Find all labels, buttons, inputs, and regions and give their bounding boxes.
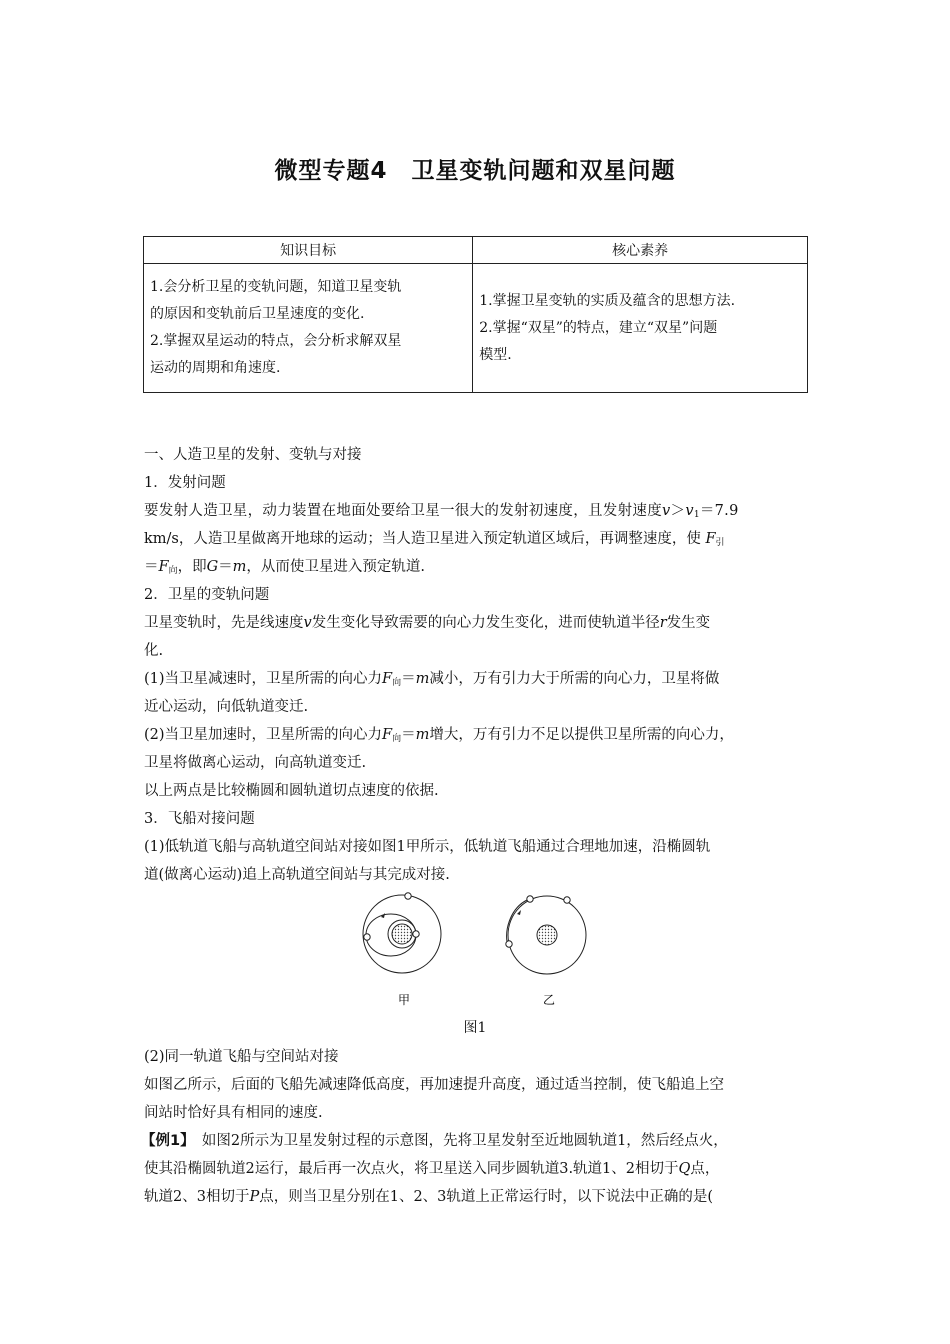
subsection-heading: 2．卫星的变轨问题 (144, 587, 270, 603)
paragraph-line: 要发射人造卫星，动力装置在地面处要给卫星一很大的发射初速度，且发射速度$v>v_1=7.9$ (144, 503, 739, 520)
spacecraft-b-2 (506, 941, 512, 947)
paragraph-line: km/s，人造卫星做离开地球的运动；当人造卫星进入预定轨道区域后，再调整速度，使 $F_引$ (144, 531, 725, 548)
core-literacy-line: 1.掌握卫星变轨的实质及蕴含的思想方法. (479, 292, 736, 309)
header-knowledge-goals: 知识目标 (144, 237, 473, 264)
goals-table (143, 236, 808, 393)
station-a-2 (405, 893, 411, 899)
paragraph-line: 卫星将做离心运动，向高轨道变迁. (144, 755, 367, 771)
spaceship-a (413, 931, 419, 937)
paragraph-line: 化. (144, 643, 164, 659)
core-literacy-cell (473, 264, 808, 393)
paragraph-line: $=F_向$，即G＝m，从而使卫星进入预定轨道. (144, 559, 426, 576)
header-core-literacy: 核心素养 (473, 237, 808, 264)
spacecraft-b (527, 896, 533, 902)
knowledge-goal-line: 1.会分析卫星的变轨问题，知道卫星变轨 (150, 279, 402, 295)
station-a (364, 934, 370, 940)
paragraph-line: (1)当卫星减速时，卫星所需的向心力$F_向=m$减小，万有引力大于所需的向心力，卫星将做 (144, 671, 720, 688)
paragraph-line: 近心运动，向低轨道变迁. (144, 699, 309, 715)
figure-label-b: 乙 (543, 993, 556, 1007)
knowledge-goals-cell (144, 264, 473, 393)
subsection-heading: 3．飞船对接问题 (144, 811, 255, 827)
figure-a-diagram (363, 893, 441, 973)
example-line: 轨道2、3相切于P点，则当卫星分别在1、2、3轨道上正常运行时，以下说法中正确的是( (144, 1189, 714, 1205)
page-title: 微型专题4 卫星变轨问题和双星问题 (274, 158, 676, 184)
figure-b-diagram (506, 896, 586, 974)
knowledge-goal-line: 运动的周期和角速度. (150, 360, 281, 376)
figure-caption: 图1 (463, 1020, 487, 1036)
descent-path-b (507, 900, 527, 942)
arrow-icon (517, 910, 521, 915)
figure-label-a: 甲 (398, 993, 411, 1007)
knowledge-goal-line: 的原因和变轨前后卫星速度的变化. (150, 306, 365, 322)
paragraph-line: 如图乙所示，后面的飞船先减速降低高度，再加速提升高度，通过适当控制，使飞船追上空 (144, 1077, 724, 1093)
paragraph-line: 卫星变轨时，先是线速度v发生变化导致需要的向心力发生变化，进而使轨道半径r发生变 (144, 615, 711, 631)
example-line: 【例1】 如图2所示为卫星发射过程的示意图，先将卫星发射至近地圆轨道1，然后经点火， (141, 1133, 728, 1149)
example-label: 【例1】 (141, 1133, 188, 1149)
paragraph-line: (2)当卫星加速时，卫星所需的向心力$F_向=m$增大，万有引力不足以提供卫星所需的向心力， (144, 727, 734, 744)
core-literacy-line: 模型. (479, 346, 512, 363)
paragraph-line: (2)同一轨道飞船与空间站对接 (144, 1049, 339, 1065)
core-literacy-line: 2.掌握“双星”的特点，建立“双星”问题 (479, 319, 718, 336)
earth-a (392, 924, 412, 944)
station-b (564, 897, 570, 903)
docking-figure (355, 886, 595, 1011)
knowledge-goal-line: 2.掌握双星运动的特点，会分析求解双星 (150, 333, 402, 349)
earth-b (537, 925, 557, 945)
paragraph-line: 以上两点是比较椭圆和圆轨道切点速度的依据. (144, 783, 439, 799)
paragraph-line: 道(做离心运动)追上高轨道空间站与其完成对接. (144, 867, 450, 883)
paragraph-line: (1)低轨道飞船与高轨道空间站对接如图1甲所示，低轨道飞船通过合理地加速，沿椭圆轨 (144, 839, 711, 855)
example-line: 使其沿椭圆轨道2运行，最后再一次点火，将卫星送入同步圆轨道3.轨道1、2相切于Q点， (144, 1161, 720, 1177)
subsection-heading: 1．发射问题 (144, 475, 226, 491)
paragraph-line: 间站时恰好具有相同的速度. (144, 1105, 323, 1121)
section-heading: 一、人造卫星的发射、变轨与对接 (144, 447, 362, 463)
